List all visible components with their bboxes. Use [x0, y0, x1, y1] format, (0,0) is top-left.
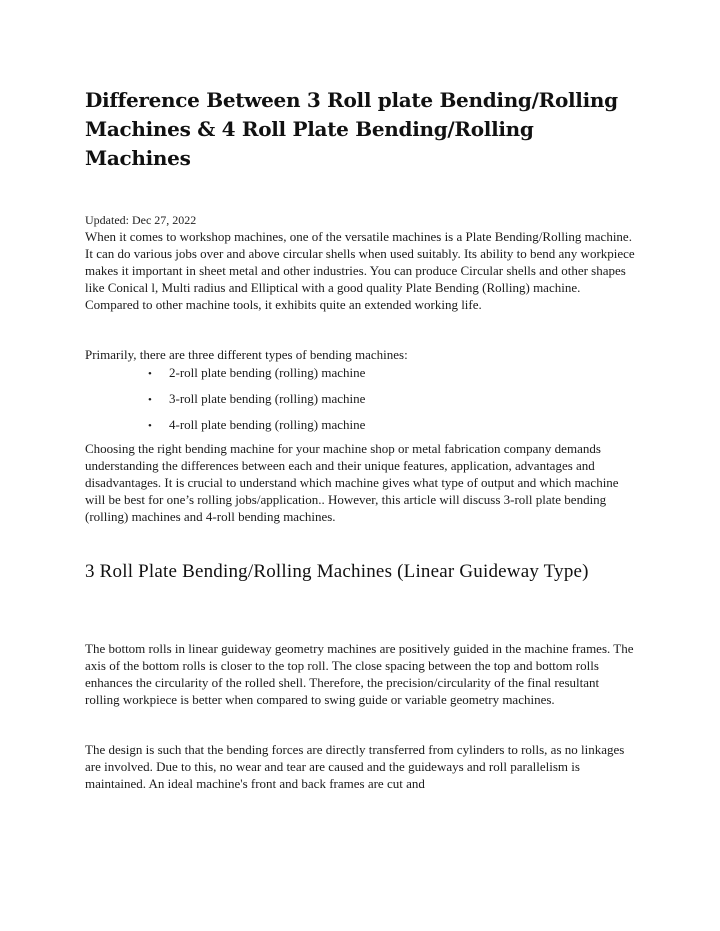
types-intro-paragraph: Primarily, there are three different types of bending machines: — [85, 347, 408, 362]
updated-date: Updated: Dec 27, 2022 — [85, 213, 197, 227]
list-item-text: 4-roll plate bending (rolling) machine — [169, 417, 366, 432]
list-item-text: 3-roll plate bending (rolling) machine — [169, 391, 366, 406]
section-paragraph-1: The bottom rolls in linear guideway geometry machines are positively guided in the machine frames. The axis of the bottom rolls is closer to the top roll. The close spacing between the top and bottom rolls enhances the circularity of the rolled shell. Therefore, the precision/circularity of the final resultant rolling workpiece is better when compared to swing guide or variable geometry machines. — [85, 641, 634, 707]
bullet-icon: • — [148, 394, 152, 406]
list-item-text: 2-roll plate bending (rolling) machine — [169, 365, 366, 380]
bullet-icon: • — [148, 368, 152, 380]
bullet-icon: • — [148, 420, 152, 432]
list-item — [148, 364, 636, 383]
document-title: Difference Between 3 Roll plate Bending/Rolling Machines & 4 Roll Plate Bending/Rolling Machines — [85, 88, 618, 170]
list-item — [148, 390, 636, 409]
list-item — [148, 416, 636, 435]
section-heading: 3 Roll Plate Bending/Rolling Machines (Linear Guideway Type) — [85, 561, 589, 582]
section-paragraph-2: The design is such that the bending forces are directly transferred from cylinders to rolls, as no linkages are involved. Due to this, no wear and tear are caused and the guideways and roll parallelism is maintained. An ideal machine's front and back frames are cut and — [85, 742, 625, 791]
machine-types-list — [85, 364, 636, 435]
intro-paragraph: When it comes to workshop machines, one of the versatile machines is a Plate Bending/Rolling machine. It can do various jobs over and above circular shells when used suitably. Its ability to bend any workpiece makes it important in sheet metal and other industries. You can produce Circular shells and other shapes like Conical l, Multi radius and Elliptical with a good quality Plate Bending (Rolling) machine. Compared to other machine tools, it exhibits quite an extended working life. — [85, 229, 635, 312]
choosing-paragraph: Choosing the right bending machine for your machine shop or metal fabrication company demands understanding the differences between each and their unique features, application, advantages and disadvantages. It is crucial to understand which machine gives what type of output and which machine will be best for one’s rolling jobs/application.. However, this article will discuss 3-roll plate bending (rolling) machines and 4-roll bending machines. — [85, 441, 619, 524]
